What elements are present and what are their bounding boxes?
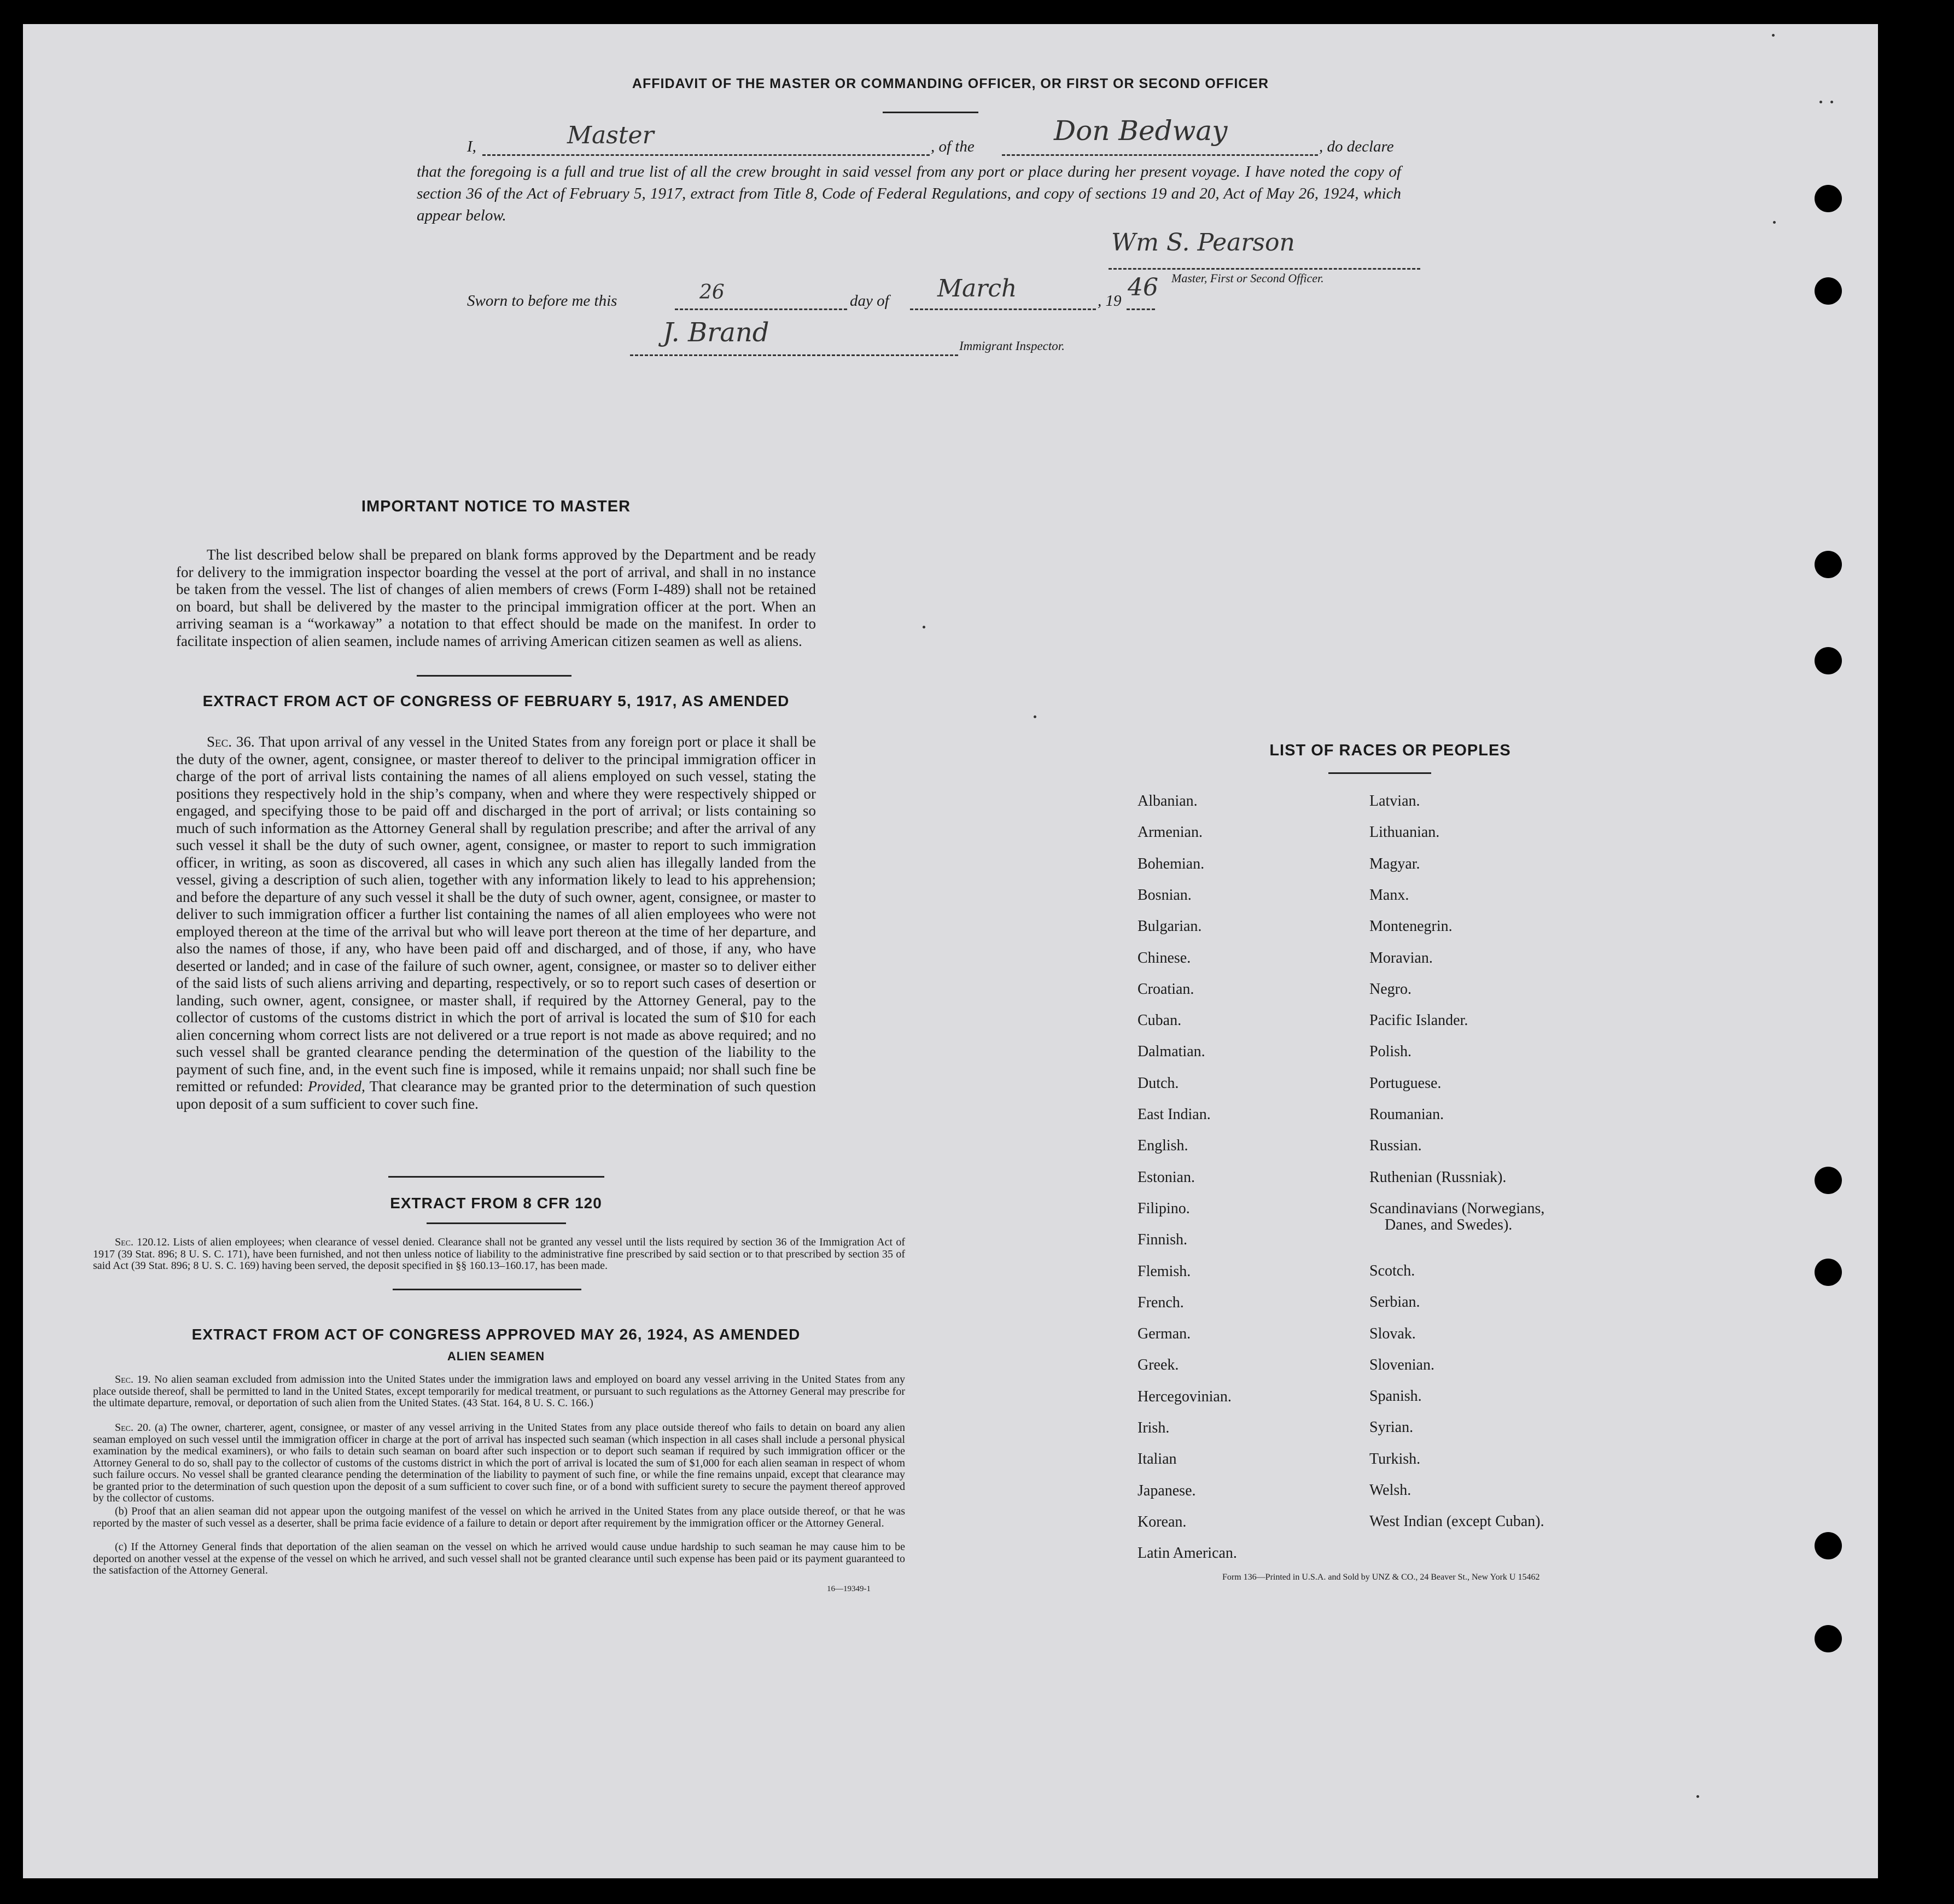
race-item: Hercegovinian. [1138,1388,1232,1405]
paper-speck [1772,34,1775,37]
sworn-label: Sworn to before me this [467,292,617,310]
race-item: Polish. [1369,1043,1412,1061]
race-item: Bohemian. [1138,855,1205,872]
punch-hole [1815,647,1842,674]
race-item: Finnish. [1138,1231,1188,1249]
races-title: LIST OF RACES OR PEOPLES [1269,742,1511,759]
year-handwriting: 46 [1128,273,1158,301]
sworn-month-handwriting: March [937,275,1017,302]
race-item: French. [1138,1294,1184,1311]
punch-hole [1815,1167,1842,1194]
cfr-title: EXTRACT FROM 8 CFR 120 [390,1195,602,1212]
race-item: East Indian. [1138,1106,1211,1123]
affidavit-body: that the foregoing is a full and true list of all the crew brought in said vessel from any port or place during her present voyage. I have noted the copy of section 36 of the Act of February 5, 1917, extract from Title 8, Code of Federal Regulations, and copy of sections 19 and 20, Act of May 26, 1924, which appear below. [417,163,1401,224]
divider [388,1176,604,1178]
race-item: Flemish. [1138,1262,1191,1280]
cfr-text [93,1237,905,1272]
notice-text: The list described below shall be prepared on blank forms approved by the Department and be ready for delivery to the immigration inspector boarding the vessel at the port of arrival, and shall in no instance be taken from the vessel. The list of changes of alien members of crews (Form I-489) shall not be retained on board, but shall be delivered by the master to the principal immigration officer at the port. When an arriving seaman is a “workaway” a notation to that effect should be made on the manifest. In order to facilitate inspection of alien seamen, include names of arriving American citizen seamen as well as aliens. [176,546,816,649]
sec-19-label: Sec. 19. [115,1373,151,1385]
sec-120-label: Sec. 120.12. [115,1236,170,1248]
divider [393,1289,581,1290]
race-item: Magyar. [1369,855,1420,872]
race-item: Estonian. [1138,1168,1195,1186]
alien-seamen-subtitle: ALIEN SEAMEN [447,1349,545,1363]
race-item: Japanese. [1138,1482,1196,1499]
race-item: Negro. [1369,980,1411,998]
race-item: Bosnian. [1138,886,1192,904]
document-page [23,24,1878,1878]
punch-hole [1815,1532,1842,1559]
race-item: Italian [1138,1451,1177,1468]
sec-20a-text [93,1422,905,1505]
race-item: German. [1138,1325,1191,1343]
extract-1917-text [176,733,816,1113]
sec-20-label: Sec. 20. [115,1422,151,1434]
affidavit-title: AFFIDAVIT OF THE MASTER OR COMMANDING OFFICER, OR FIRST OR SECOND OFFICER [632,76,1269,91]
divider [883,112,978,113]
race-item: Welsh. [1369,1482,1411,1499]
sec-36-text-b: That clearance may be granted prior to the determination of such question upon deposit of a sum sufficient to cover such fine. [176,1078,816,1112]
divider [417,675,571,677]
punch-hole [1815,277,1842,305]
signature-caption: Master, First or Second Officer. [1171,271,1324,285]
sec-20b-text: (b) Proof that an alien seaman did not appear upon the outgoing manifest of the vessel on which he arrived in the United States from any place outside thereof, or that he was reported by the master of such vessel as a deserter, shall be prima facie evidence of a failure to detain or deport after requirement by the immigration officer or the Attorney General. [93,1505,905,1529]
of-the-label: , of the [931,138,975,155]
paper-speck [923,626,925,628]
race-item: Scotch. [1369,1262,1415,1279]
race-item: Croatian. [1138,980,1194,998]
sworn-day-field [675,281,847,310]
race-item: Irish. [1138,1419,1170,1436]
sec-19-text [93,1374,905,1410]
inspector-field [630,317,958,356]
race-item: Bulgarian. [1138,918,1202,935]
vessel-handwriting: Don Bedway [1054,115,1228,147]
race-item: Albanian. [1138,793,1198,810]
provided-label: Provided, [308,1078,365,1094]
affidavit-i-label: I, [467,138,476,155]
declare-label: , do declare [1319,138,1394,155]
master-field [482,121,930,156]
race-item: Pacific Islander. [1369,1012,1468,1029]
extract-1917-title: EXTRACT FROM ACT OF CONGRESS OF FEBRUARY 5, 1917, AS AMENDED [202,692,790,709]
sworn-day-handwriting: 26 [699,281,725,304]
form-code: 16—19349-1 [827,1585,871,1593]
sec-120-text: Lists of alien employees; when clearance of vessel denied. Clearance shall not be granted any vessel until the lists required by section 36 of the Immigration Act of 1917 (39 Stat. 896; 8 U. S. C. 171), have been furnished, and not then unless notice of liability to the administrative fine prescribed by said section or to that prescribed by section 35 of said Act (39 Stat. 896; 8 U. S. C. 169) having been served, the deposit specified in §§ 160.13–160.17, has been made. [93,1236,906,1272]
sec-19-body: No alien seaman excluded from admission into the United States under the immigration laws and employed on board any vessel arriving in the United States from any place outside thereof, shall be permitted to land in the United States, except temporarily for medical treatment, or pursuant to such regulations as the Attorney General may prescribe for the ultimate departure, removal, or deportation of such alien from the United States. (43 Stat. 164, 8 U. S. C. 166.) [93,1373,905,1409]
sec-20a-body: (a) The owner, charterer, agent, consignee, or master of any vessel arriving in the United States from any place outside thereof who fails to detain on board any alien seaman employed on such vessel until the immigration officer in charge at the port of arrival has inspected such seaman (which inspection in all cases shall include a personal physical examination by the medical examiners), or who fails to detain such seaman on board after such inspection or to deport such seaman if required by such immigration officer or the Attorney General to do so, shall pay to the collector of customs of the customs district in which the port of arrival is located the sum of $1,000 for each alien seaman in respect of whom such failure occurs. No vessel shall be granted clearance pending the determination of the liability to payment of such fine, or while the fine remains unpaid, except that clearance may be granted prior to the determination of such question upon the deposit of a sum sufficient to cover such fine, or of a bond with sufficient surety to secure the payment thereof approved by the collector of customs. [93,1422,905,1504]
race-item: Slovak. [1369,1325,1416,1342]
race-item: Chinese. [1138,949,1191,966]
race-item: Danes, and Swedes). [1385,1216,1513,1233]
inspector-caption: Immigrant Inspector. [959,339,1065,353]
sworn-month-field [910,275,1096,310]
race-item: Syrian. [1369,1419,1414,1436]
race-item: English. [1138,1137,1188,1155]
year-field [1127,273,1158,310]
race-item: Serbian. [1369,1294,1420,1311]
inspector-handwriting: J. Brand [663,317,769,348]
notice-title: IMPORTANT NOTICE TO MASTER [361,498,631,515]
divider [427,1222,566,1224]
extract-1924-title: EXTRACT FROM ACT OF CONGRESS APPROVED MAY 26, 1924, AS AMENDED [191,1326,801,1343]
race-item: Filipino. [1138,1200,1190,1217]
race-item: Armenian. [1138,824,1203,841]
sec-36-text-a: That upon arrival of any vessel in the United States from any foreign port or place it shall be the duty of the owner, agent, consignee, or master thereof to deliver to the principal immigration officer in charge of the port of arrival lists containing the names of all aliens employed on such vessel, stating the positions they respectively hold in the ship’s company, when and where they were respectively shipped or engaged, and specifying those to be paid off and discharged in the port of arrival; or lists containing so much of such information as the Attorney General shall by regulation prescribe; and after the arrival of any such vessel it shall be the duty of such owner, agent, consignee, or master to report to such immigration officer, in writing, as soon as discovered, all cases in which any such alien has illegally landed from the vessel, giving a description of such alien, together with any information likely to lead to his apprehension; and before the departure of any such vessel it shall be the duty of such owner, agent, consignee, or master to deliver to such immigration officer a further list containing the names of all alien employees who were not employed thereon at the time of the arrival but who will leave port thereon at the time of her departure, and also the names of those, if any, who have been paid off and discharged, and of those, if any, who have deserted or landed; and in case of the failure of such owner, agent, consignee, or master so to deliver either of the said lists of such aliens arriving and departing, respectively, or so to report such cases of desertion or landing, such owner, agent, consignee, or master shall, if required by the Attorney General, pay to the collector of customs of the customs district in which the port of arrival is located the sum of $10 for each alien concerning whom correct lists are not delivered or a true report is not made as above required; and no such vessel shall be granted clearance pending the determination of the question of the liability to the payment of such fine, and, in the event such fine is imposed, while it remains unpaid; nor shall such fine be remitted or refunded: [176,733,816,1094]
race-item: Moravian. [1369,949,1433,966]
punch-hole [1815,1625,1842,1652]
race-item: Lithuanian. [1369,824,1440,841]
day-of-label: day of [850,292,889,310]
race-item: Greek. [1138,1356,1179,1374]
race-item: Scandinavians (Norwegians, [1369,1200,1545,1217]
race-item: Slovenian. [1369,1356,1434,1373]
signature-field [1109,229,1420,270]
race-item: Manx. [1369,886,1409,904]
sec-20c-text: (c) If the Attorney General finds that deportation of the alien seaman on the vessel on which he arrived would cause undue hardship to such seaman he may cause him to be deported on another vessel at the expense of the vessel on which he arrived, and such vessel shall not be granted clearance until such expense has been paid or its payment guaranteed to the satisfaction of the Attorney General. [93,1541,905,1576]
race-item: Roumanian. [1369,1106,1444,1123]
sec-36-label: Sec. 36. [207,733,255,750]
race-item: Portuguese. [1369,1074,1442,1092]
form-footer: Form 136—Printed in U.S.A. and Sold by UNZ & CO., 24 Beaver St., New York U 15462 [1222,1573,1540,1582]
signature-handwriting: Wm S. Pearson [1111,229,1295,257]
master-handwriting: Master [567,121,654,149]
race-item: Montenegrin. [1369,918,1453,935]
divider [1328,772,1431,774]
race-item: Dalmatian. [1138,1043,1205,1061]
race-item: Ruthenian (Russniak). [1369,1168,1507,1186]
paper-speck [1696,1795,1699,1798]
vessel-field [1002,115,1318,156]
punch-hole [1815,551,1842,578]
year-prefix-label: , 19 [1098,292,1122,310]
race-item: Turkish. [1369,1450,1421,1468]
paper-speck [1773,221,1776,224]
race-item: Latin American. [1138,1545,1237,1562]
paper-speck [1819,101,1822,103]
race-item: Russian. [1369,1137,1422,1155]
race-item: Spanish. [1369,1388,1422,1405]
race-item: West Indian (except Cuban). [1369,1513,1544,1530]
race-item: Cuban. [1138,1012,1182,1029]
paper-speck [1034,715,1036,718]
punch-hole [1815,185,1842,212]
race-item: Korean. [1138,1513,1187,1530]
race-item: Latvian. [1369,793,1420,810]
paper-speck [1830,101,1833,103]
race-item: Dutch. [1138,1074,1179,1092]
punch-hole [1815,1259,1842,1286]
